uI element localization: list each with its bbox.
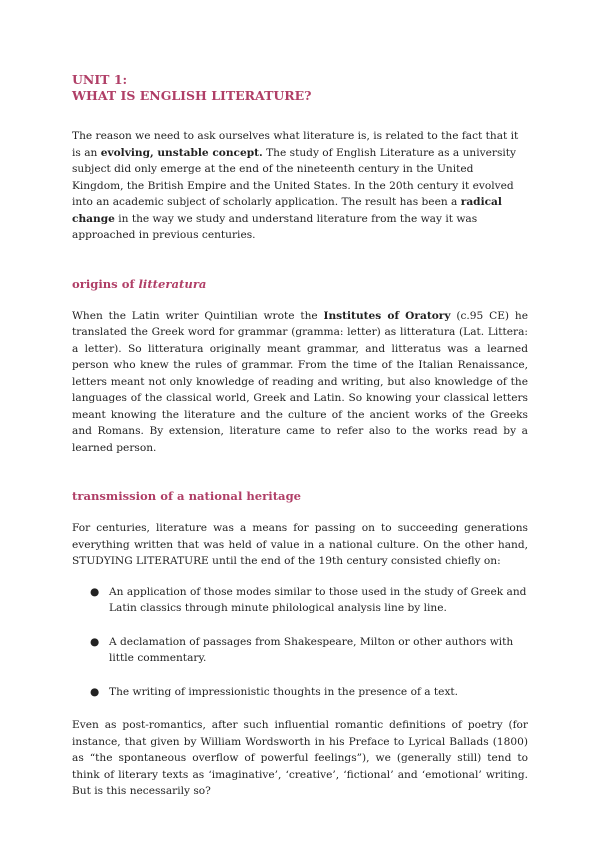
intro-text-3: in the way we study and understand literature from the way it was approached in previous centuries. [72,212,478,241]
bullet-icon: ● [90,685,100,698]
origins-bold-1: Institutes of Oratory [323,309,451,322]
origins-text-2: (c.95 CE) he translated the Greek word for grammar (gramma: letter) as litteratura (Lat. Littera: a letter). So litteratura originally meant grammar, and litteratus was a learned person who knew the rules of grammar. From the time of the Italian Renaissance, letters meant not only knowledge of reading and writing, but also knowledge of the languages of the classical world, Greek and Latin. So knowing your classical letters meant knowing the literature and the culture of the ancient works of the Greeks and Romans. By extension, literature came to refer also to the works read by a learned person. [72,309,528,454]
list-item [72,634,528,667]
bullet-icon: ● [90,585,100,598]
intro-text-2: The study of English Literature as a university subject did only emerge at the end of the nineteenth century in the United Kingdom, the British Empire and the United States. In the 20th century it evolved into an academic subject of scholarly application. The result has been a [72,146,517,208]
intro-bold-2: radical change [72,196,502,225]
intro-text-1: The reason we need to ask ourselves what literature is, is related to the fact that it is an [72,130,519,159]
unit-number: UNIT 1: [72,72,128,87]
unit-question: WHAT IS ENGLISH LITERATURE? [72,88,312,103]
intro-paragraph [72,128,528,244]
bullet-icon: ● [90,635,100,648]
list-item-text: An application of those modes similar to those used in the study of Greek and Latin classics through minute philological analysis line by line. [109,585,527,614]
origins-heading [72,276,528,292]
list-item-text: The writing of impressionistic thoughts in the presence of a text. [109,685,459,698]
origins-paragraph [72,308,528,457]
origins-text-1: When the Latin writer Quintilian wrote the [72,309,324,322]
intro-bold-1: evolving, unstable concept. [100,146,263,159]
list-item [72,584,528,617]
transmission-intro: For centuries, literature was a means for passing on to succeeding generations everything written that was held of value in a national culture. On the other hand, STUDYING LITERATURE until the end of the 19th century consisted chiefly on: [72,522,528,567]
list-item [72,684,528,701]
transmission-heading: transmission of a national heritage [72,489,302,503]
origins-heading-prefix: origins of [72,276,139,291]
list-item-text: A declamation of passages from Shakespeare, Milton or other authors with little commentary. [109,635,514,664]
study-methods-list [72,584,528,701]
unit-title [72,72,528,104]
origins-heading-italic: litteratura [138,276,207,291]
closing-paragraph: Even as post-romantics, after such influential romantic definitions of poetry (for instance, that given by William Wordsworth in his Preface to Lyrical Ballads (1800) as “the spontaneous overflow of powerful feelings”), we (generally still) tend to think of literary texts as ‘imaginative’, ‘creative’, ‘fictional’ and ‘emotional’ writing. But is this necessarily so? [72,719,528,797]
